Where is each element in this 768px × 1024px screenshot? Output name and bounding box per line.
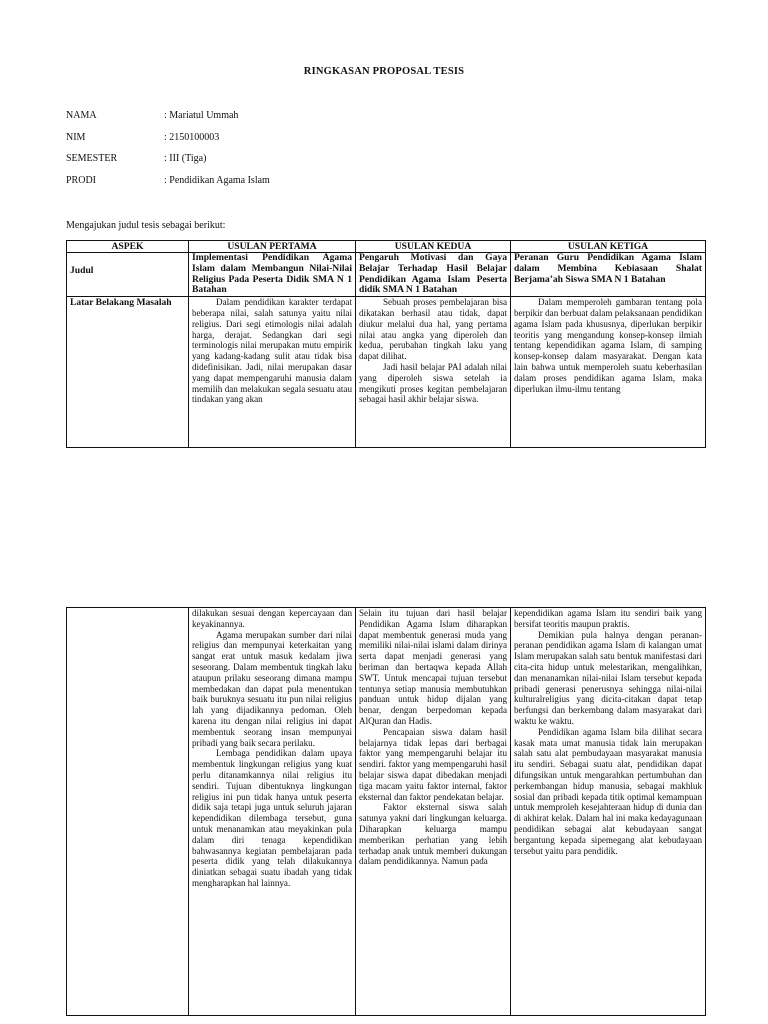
info-value: : 2150100003 — [164, 131, 220, 143]
info-value: : Pendidikan Agama Islam — [164, 174, 270, 186]
paragraph: Dalam pendidikan karakter terdapat beberapa nilai, salah satunya yaitu nilai religius. Dari segi etimologis nilai adalah harga, derajat. Sedangkan dari segi terminologis nilai merupakan mutu empirik yang kadang-kadang sulit atau tidak bisa didefinisikan. Jadi, nilai merupakan dasar yang dapat mempengaruhi manusia dalam memilih dan melakukan segala sesuatu atau tindakan yang akan — [192, 297, 352, 405]
aspect-latar-belakang: Latar Belakang Masalah — [67, 297, 189, 448]
latar-usulan-kedua-continued — [356, 608, 511, 1016]
document-title: RINGKASAN PROPOSAL TESIS — [303, 66, 465, 77]
info-label: NAMA — [66, 110, 97, 121]
info-value: : Mariatul Ummah — [164, 110, 239, 121]
proposal-table-page-1 — [66, 240, 706, 448]
aspect-judul: Judul — [67, 253, 189, 297]
paragraph: Selain itu tujuan dari hasil belajar Pendidikan Agama Islam diharapkan dapat membentuk generasi muda yang memiliki nilai-nilai islami dalam dirinya serta dapat menjadi generasi yang beriman dan bertaqwa kepada Allah SWT. Untuk mencapai tujuan tersebut tentunya setiap manusia membutuhkan panduan untuk hidup dijalan yang benar, dengan berpedoman kepada AlQuran dan Hadis. — [359, 608, 507, 726]
info-label: SEMESTER — [66, 153, 118, 164]
latar-usulan-ketiga-continued — [511, 608, 706, 1016]
proposal-table-page-2 — [66, 607, 706, 1016]
latar-usulan-kedua — [356, 297, 511, 448]
aspect-empty-cell — [67, 608, 189, 1016]
paragraph: Faktor eksternal siswa salah satunya yakni dari lingkungan keluarga. Diharapkan keluarga mampu memberikan perhatian yang lebih terhadap anak untuk memberi dukungan dalam pendidikannya. Namun pada — [359, 802, 507, 867]
paragraph: dilakukan sesuai dengan kepercayaan dan keyakinannya. — [192, 608, 352, 629]
latar-usulan-pertama-continued — [189, 608, 356, 1016]
header-aspek: ASPEK — [67, 241, 189, 253]
paragraph: Dalam memperoleh gambaran tentang pola berpikir dan berbuat dalam pelaksanaan pendidikan agama Islam pada khususnya, diperlukan berpikir teoritis yang mengandung konsep-konsep ilmiah tentang kependidikan agama Islam, di samping konsep-konsep dalam masyarakat. Dengan kata lain bahwa untuk memperoleh suatu keberhasilan dalam proses pendidikan agama Islam, maka diperlukan ilmu-ilmu tentang — [514, 297, 702, 394]
header-usulan-kedua: USULAN KEDUA — [356, 241, 511, 253]
judul-usulan-pertama: Implementasi Pendidikan Agama Islam dalam Membangun Nilai-Nilai Religius Pada Peserta Didik SMA N 1 Batahan — [189, 253, 356, 297]
paragraph: Agama merupakan sumber dari nilai religius dan mempunyai keterkaitan yang sangat erat untuk masuk kedalam jiwa seseorang. Dalam membentuk tingkah laku ataupun prilaku seseorang dimana mampu membedakan dan dapat pula menentukan baik buruknya sesuatu itu pun nilai religius lah yang dijadikannya pedoman. Oleh karena itu dengan nilai religius ini dapat membentuk seorang insan mempunyai pribadi yang baik secara perilaku. — [192, 629, 352, 748]
table-row-latar-belakang-continued — [67, 608, 706, 1016]
info-value: : III (Tiga) — [164, 153, 207, 164]
header-usulan-pertama: USULAN PERTAMA — [189, 241, 356, 253]
info-label: PRODI — [66, 174, 97, 186]
paragraph: kependidikan agama Islam itu sendiri baik yang bersifat teoritis maupun praktis. — [514, 608, 702, 629]
paragraph: Sebuah proses pembelajaran bisa dikatakan berhasil atau tidak, dapat diukur melalui dua hal, yang pertama nilai atau angka yang diperoleh dan kedua, perubahan tingkah laku yang dapat dilihat. — [359, 297, 507, 362]
table-row-latar-belakang — [67, 297, 706, 448]
judul-usulan-ketiga: Peranan Guru Pendidikan Agama Islam dalam Membina Kebiasaan Shalat Berjama’ah Siswa SMA N 1 Batahan — [511, 253, 706, 297]
paragraph: Pencapaian siswa dalam hasil belajarnya tidak lepas dari berbagai faktor yang mempengaruhi belajar itu sendiri. faktor yang mempengaruhi hasil belajar siswa dapat dibedakan menjadi tiga macam yaitu faktor internal, faktor eksternal dan faktor pendekatan belajar. — [359, 726, 507, 802]
paragraph: Lembaga pendidikan dalam upaya membentuk lingkungan religius yang kuat perlu ditanamkannya nilai religius itu sendiri. Tujuan dibentuknya lingkungan religius ini pun tidak hanya untuk peserta didik saja tetapi juga untuk seluruh jajaran kependidikan dilembaga tersebut, guna untuk menanamkan atau meyakinkan pula dalam diri tenaga kependidikan bahwasannya kegiatan pembelajaran pada peserta didik yang telah dilakukannya diniatkan sebagai suatu ibadah yang tidak mengharapkan hal lainnya. — [192, 748, 352, 888]
latar-usulan-pertama — [189, 297, 356, 448]
table-header-row — [67, 241, 706, 253]
info-label: NIM — [66, 131, 86, 143]
paragraph: Demikian pula halnya dengan peranan-peranan pendidikan agama Islam di kalangan umat Islam merupakan salah satu bentuk manifestasi dari cita-cita hidup untuk melestarikan, mengalihkan, dan menanamkan nilai-nilai Islam tersebut kepada pribadi generasi penerusnya sehingga nilai-nilai kulturalreligius yang dicita-citakan dapat tetap berfungsi dan berkembang dalam masyarakat dari waktu ke waktu. — [514, 629, 702, 726]
intro-text: Mengajukan judul tesis sebagai berikut: — [66, 220, 226, 231]
table-row-judul — [67, 253, 706, 297]
paragraph: Jadi hasil belajar PAI adalah nilai yang diperoleh siswa setelah ia mengikuti proses kegitan pembelajaran sebagai hasil akhir belajar siswa. — [359, 361, 507, 405]
paragraph: Pendidikan agama Islam bila dilihat secara kasak mata umat manusia tidak lain merupakan salah satu alat pembudayaan masyarakat manusia itu sendiri. Sebagai suatu alat, pendidikan dapat difungsikan untuk mengarahkan pertumbuhan dan perkembangan hidup manusia, sebagai makhluk sosial dan pribadi kepada titik optimal kemampuan untuk memproleh kesejahteraan hidup di dunia dan di akhirat kelak. Dalam hal ini maka kedayagunaan pendidikan sebagai alat kebudayaan sangat bergantung kepada sipemegang alat kebudayaan tersebut yaitu para pendidik. — [514, 726, 702, 856]
header-usulan-ketiga: USULAN KETIGA — [511, 241, 706, 253]
latar-usulan-ketiga — [511, 297, 706, 448]
judul-usulan-kedua: Pengaruh Motivasi dan Gaya Belajar Terhadap Hasil Belajar Pendidikan Agama Islam Peserta didik SMA N 1 Batahan — [356, 253, 511, 297]
